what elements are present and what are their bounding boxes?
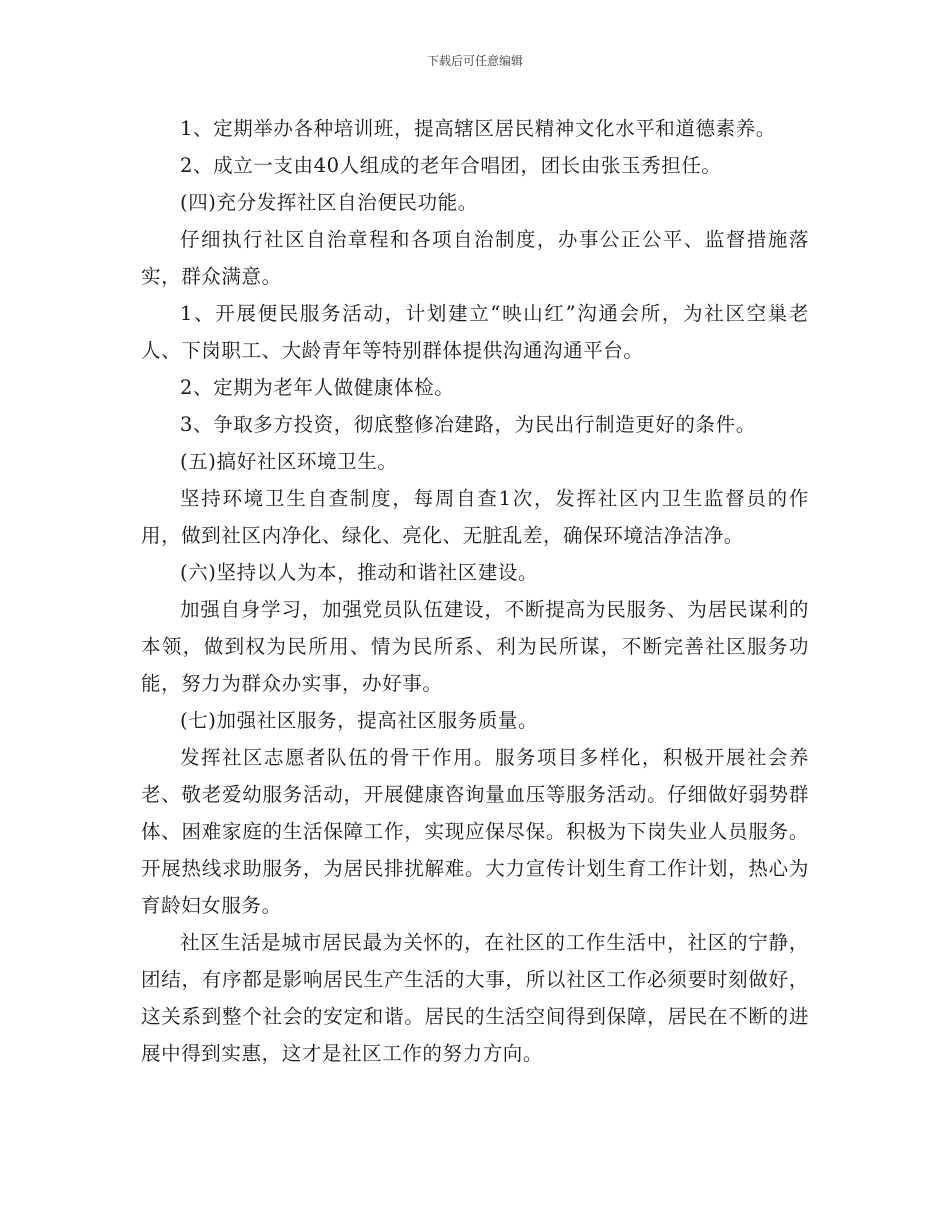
- document-body: [141, 110, 809, 1072]
- paragraph-6: 3、争取多方投资，彻底整修冶建路，为民出行制造更好的条件。: [180, 413, 756, 436]
- page-header: 下载后可任意编辑: [426, 54, 523, 68]
- paragraph-10: 社区生活是城市居民最为关怀的，在社区的工作生活中，社区的宁静，团结，有序都是影响居民生产生活的大事，所以社区工作必须要时刻做好，这关系到整个社会的安定和谐。居民的生活空间得到保障，居民在不断的进展中得到实惠，这才是社区工作的努力方向。: [141, 931, 809, 1065]
- paragraph-3: 仔细执行社区自治章程和各项自治制度，办事公正公平、监督措施落实，群众满意。: [141, 228, 809, 288]
- paragraph-1: 1、定期举办各种培训班，提高辖区居民精神文化水平和道德素养。: [180, 117, 776, 140]
- paragraph-8: 加强自身学习，加强党员队伍建设，不断提高为民服务、为居民谋利的本领，做到权为民所用、情为民所系、利为民所谋，不断完善社区服务功能，努力为群众办实事，办好事。: [141, 598, 809, 695]
- paragraph-9: 发挥社区志愿者队伍的骨干作用。服务项目多样化，积极开展社会养老、敬老爱幼服务活动，开展健康咨询量血压等服务活动。仔细做好弱势群体、困难家庭的生活保障工作，实现应保尽保。积极为下岗失业人员服务。开展热线求助服务，为居民排扰解难。大力宣传计划生育工作计划，热心为育龄妇女服务。: [141, 746, 809, 917]
- paragraph-5: 2、定期为老年人做健康体检。: [180, 376, 455, 399]
- section-heading-7: (七)加强社区服务，提高社区服务质量。: [180, 709, 539, 732]
- paragraph-7: 坚持环境卫生自查制度，每周自查1次，发挥社区内卫生监督员的作用，做到社区内净化、绿化、亮化、无脏乱差，确保环境洁净洁净。: [141, 487, 809, 547]
- section-heading-5: (五)搞好社区环境卫生。: [180, 450, 398, 473]
- paragraph-4: 1、开展便民服务活动，计划建立“映山红”沟通会所，为社区空巢老人、下岗职工、大龄青年等特别群体提供沟通沟通平台。: [141, 302, 809, 362]
- section-heading-4: (四)充分发挥社区自治便民功能。: [180, 191, 478, 214]
- section-heading-6: (六)坚持以人为本，推动和谐社区建设。: [180, 561, 539, 584]
- paragraph-2: 2、成立一支由40人组成的老年合唱团，团长由张玉秀担任。: [180, 154, 722, 177]
